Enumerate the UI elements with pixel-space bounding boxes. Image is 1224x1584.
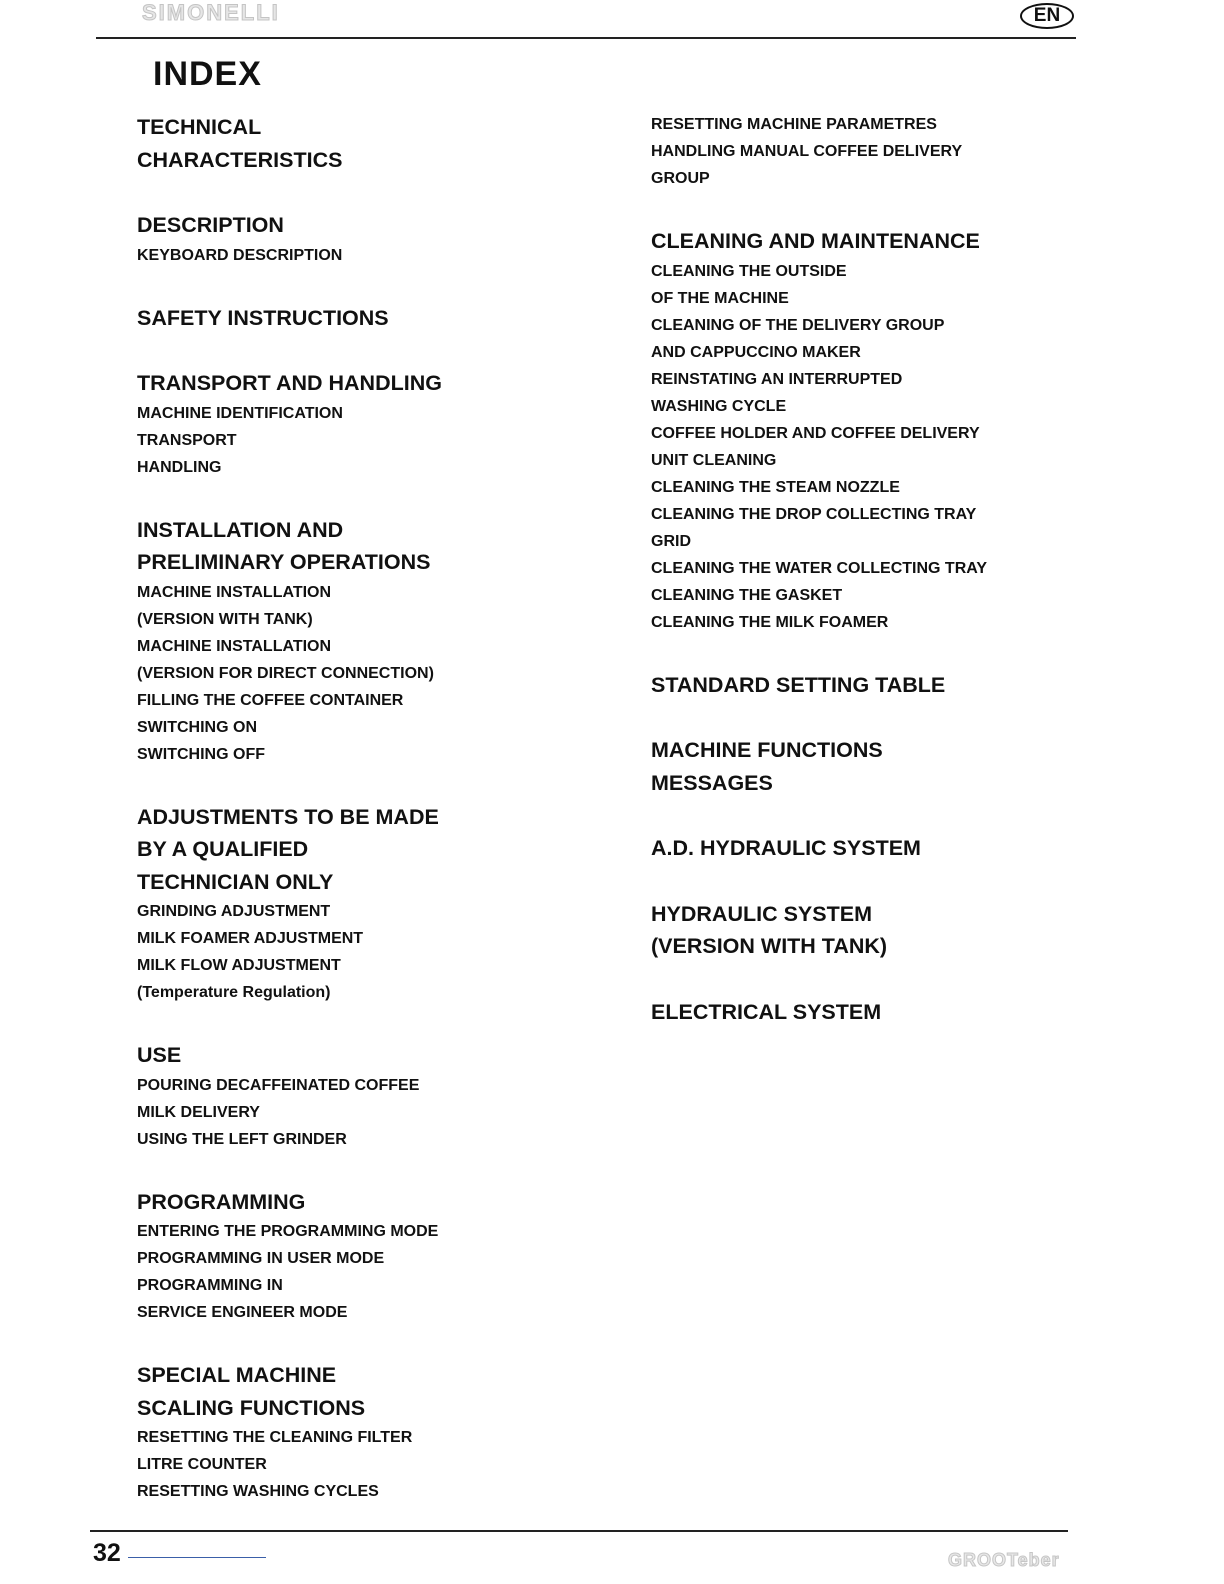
section-heading: HYDRAULIC SYSTEM: [651, 901, 872, 926]
index-section: [651, 832, 1071, 865]
section-gap: [137, 269, 587, 302]
section-item: CLEANING THE GASKET: [651, 586, 843, 604]
section-heading: PRELIMINARY OPERATIONS: [137, 550, 431, 574]
section-item: REINSTATING AN INTERRUPTED: [651, 370, 903, 388]
section-item: (VERSION FOR DIRECT CONNECTION): [137, 664, 434, 682]
index-section: [137, 514, 587, 768]
section-heading: TECHNICAL: [137, 115, 262, 139]
section-item: GRID: [651, 532, 691, 550]
index-section: [137, 1039, 587, 1153]
section-item: LITRE COUNTER: [137, 1456, 267, 1473]
section-heading: TRANSPORT AND HANDLING: [137, 371, 442, 395]
section-item: AND CAPPUCCINO MAKER: [651, 343, 861, 361]
section-item: MACHINE INSTALLATION: [137, 637, 332, 655]
index-left-column: [137, 111, 587, 1505]
index-section: [651, 225, 1071, 636]
index-section: [137, 302, 587, 335]
section-item: USING THE LEFT GRINDER: [137, 1130, 347, 1148]
section-item: SWITCHING OFF: [137, 745, 265, 763]
index-section: [137, 367, 587, 481]
section-heading: DESCRIPTION: [137, 213, 284, 237]
index-section: [137, 1186, 587, 1327]
section-heading: (VERSION WITH TANK): [651, 934, 888, 958]
section-item: SERVICE ENGINEER MODE: [137, 1304, 348, 1321]
section-item: PROGRAMMING IN USER MODE: [137, 1250, 385, 1267]
section-gap: [137, 481, 587, 514]
section-item: WASHING CYCLE: [651, 397, 787, 415]
section-item: (VERSION WITH TANK): [137, 610, 313, 628]
section-gap: [137, 1006, 587, 1039]
section-heading: ADJUSTMENTS TO BE MADE: [137, 804, 439, 829]
section-item: RESETTING MACHINE PARAMETRES: [651, 116, 937, 133]
index-section: [137, 209, 587, 269]
section-item: COFFEE HOLDER AND COFFEE DELIVERY: [651, 424, 980, 442]
section-gap: [651, 636, 1071, 669]
section-gap: [137, 1326, 587, 1359]
index-right-column: [651, 111, 1071, 1028]
section-item: HANDLING MANUAL COFFEE DELIVERY: [651, 143, 963, 160]
footer-watermark: GROOTeber: [948, 1550, 1060, 1570]
section-heading: MESSAGES: [651, 770, 773, 795]
section-item: HANDLING: [137, 458, 222, 476]
footer-rule: [90, 1530, 1068, 1532]
index-section: [137, 111, 587, 176]
language-badge: EN: [1020, 3, 1074, 29]
section-item: KEYBOARD DESCRIPTION: [137, 246, 343, 264]
section-item: RESETTING WASHING CYCLES: [137, 1483, 379, 1500]
index-section: [651, 111, 1071, 192]
section-item: TRANSPORT: [137, 431, 237, 449]
section-heading: STANDARD SETTING TABLE: [651, 672, 946, 697]
section-heading: INSTALLATION AND: [137, 517, 344, 542]
section-gap: [137, 768, 587, 801]
index-section: [137, 1359, 587, 1505]
header-rule: [96, 37, 1076, 39]
section-heading: USE: [137, 1043, 182, 1067]
section-item: UNIT CLEANING: [651, 451, 777, 469]
index-section: [651, 898, 1071, 963]
section-heading: SPECIAL MACHINE: [137, 1363, 337, 1387]
section-item: ENTERING THE PROGRAMMING MODE: [137, 1223, 439, 1240]
section-item: SWITCHING ON: [137, 718, 257, 736]
section-gap: [651, 701, 1071, 734]
section-gap: [137, 1153, 587, 1186]
section-item: MILK FLOW ADJUSTMENT: [137, 957, 341, 974]
section-heading: BY A QUALIFIED: [137, 837, 309, 861]
section-item: RESETTING THE CLEANING FILTER: [137, 1429, 413, 1446]
section-heading: A.D. HYDRAULIC SYSTEM: [651, 836, 921, 860]
section-item: MACHINE INSTALLATION: [137, 583, 332, 601]
section-gap: [651, 799, 1071, 832]
page-number: 32: [93, 1539, 121, 1567]
section-gap: [137, 176, 587, 209]
brand-logo: SIMONELLI: [142, 0, 280, 25]
section-heading: PROGRAMMING: [137, 1189, 306, 1214]
section-item: POURING DECAFFEINATED COFFEE: [137, 1076, 420, 1094]
section-heading: ELECTRICAL SYSTEM: [651, 999, 882, 1024]
index-section: [651, 669, 1071, 702]
page-title: INDEX: [153, 55, 262, 93]
index-section: [137, 801, 587, 1007]
section-heading: TECHNICIAN ONLY: [137, 869, 334, 894]
section-item: CLEANING THE STEAM NOZZLE: [651, 478, 900, 496]
section-item: CLEANING THE WATER COLLECTING TRAY: [651, 559, 987, 577]
section-heading: CHARACTERISTICS: [137, 147, 343, 172]
section-item: CLEANING THE MILK FOAMER: [651, 613, 889, 631]
section-gap: [651, 192, 1071, 225]
index-section: [651, 996, 1071, 1029]
section-item: CLEANING THE OUTSIDE: [651, 262, 847, 280]
section-heading: SAFETY INSTRUCTIONS: [137, 305, 389, 330]
section-heading: MACHINE FUNCTIONS: [651, 738, 883, 762]
section-item: CLEANING THE DROP COLLECTING TRAY: [651, 505, 977, 523]
page-number-underline: [128, 1557, 266, 1558]
section-item: (Temperature Regulation): [137, 984, 331, 1001]
section-heading: SCALING FUNCTIONS: [137, 1395, 366, 1420]
section-item: MILK FOAMER ADJUSTMENT: [137, 930, 364, 947]
section-item: MILK DELIVERY: [137, 1103, 260, 1121]
section-item: MACHINE IDENTIFICATION: [137, 404, 343, 422]
section-item: PROGRAMMING IN: [137, 1277, 283, 1294]
section-gap: [651, 865, 1071, 898]
section-item: GRINDING ADJUSTMENT: [137, 903, 331, 920]
section-item: OF THE MACHINE: [651, 289, 789, 307]
section-heading: CLEANING AND MAINTENANCE: [651, 229, 980, 253]
index-section: [651, 734, 1071, 799]
section-gap: [651, 963, 1071, 996]
section-gap: [137, 334, 587, 367]
section-item: CLEANING OF THE DELIVERY GROUP: [651, 316, 945, 334]
section-item: FILLING THE COFFEE CONTAINER: [137, 691, 404, 709]
section-item: GROUP: [651, 170, 710, 187]
